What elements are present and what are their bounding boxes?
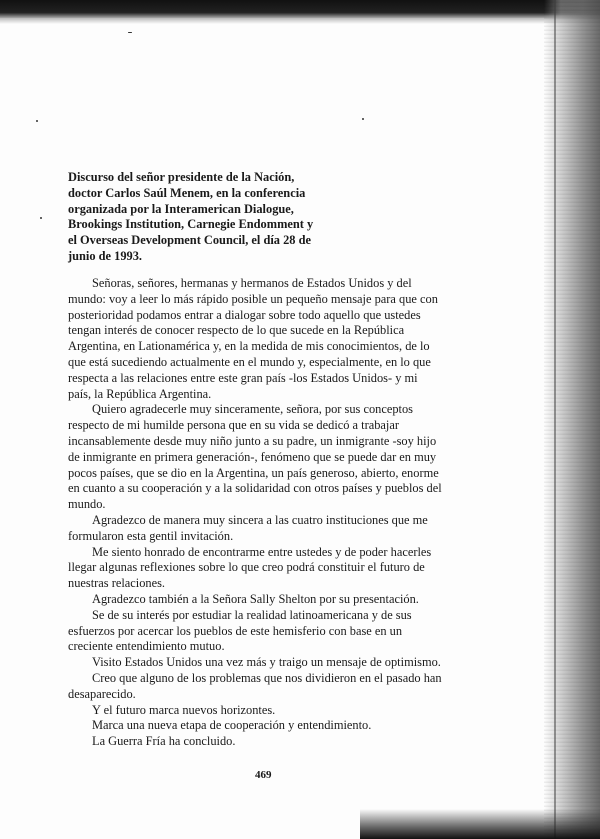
body-line: Se de su interés por estudiar la realidad latinoamericana y de sus: [92, 607, 412, 622]
speech-heading: [68, 170, 368, 265]
body-line: Agradezco también a la Señora Sally Shelton por su presentación.: [92, 591, 419, 606]
body-line: La Guerra Fría ha concluido.: [92, 734, 236, 749]
body-line: Creo que alguno de los problemas que nos dividieron en el pasado han: [92, 670, 442, 685]
heading-line: Discurso del señor presidente de la Nación,: [68, 170, 295, 184]
heading-line: junio de 1993.: [68, 248, 143, 263]
speech-body: [68, 276, 478, 750]
body-line: Agradezco de manera muy sincera a las cuatro instituciones que me: [92, 512, 428, 527]
body-line: respecta a las relaciones entre este gran país -los Estados Unidos- y mi: [68, 370, 418, 385]
heading-line: doctor Carlos Saúl Menem, en la conferencia: [68, 185, 306, 200]
speck: [362, 118, 364, 120]
heading-line: el Overseas Development Council, el día 28 de: [68, 233, 311, 248]
body-line: Visito Estados Unidos una vez más y traigo un mensaje de optimismo.: [92, 655, 441, 670]
scan-shadow-top-fade: [0, 18, 600, 24]
body-line: país, la República Argentina.: [68, 386, 212, 401]
body-line: pocos países, que se dio en la Argentina, un país generoso, abierto, enorme: [68, 465, 439, 480]
scan-shadow-right: [544, 0, 600, 839]
body-line: en cuanto a su cooperación y a la solidaridad con otros países y pueblos del: [68, 481, 442, 496]
body-line: desaparecido.: [68, 686, 136, 701]
body-line: Marca una nueva etapa de cooperación y entendimiento.: [92, 718, 372, 733]
body-line: Y el futuro marca nuevos horizontes.: [92, 702, 276, 717]
body-line: mundo.: [68, 497, 106, 512]
speck: [36, 120, 38, 122]
body-line: esfuerzos por acercar los pueblos de este hemisferio con base en un: [68, 623, 403, 638]
page-edge-right: [554, 0, 556, 839]
body-line: creciente entendimiento mutuo.: [68, 639, 225, 654]
body-line: formularon esta gentil invitación.: [68, 528, 234, 543]
body-line: posterioridad podamos entrar a dialogar sobre todo aquello que ustedes: [68, 307, 421, 322]
page-number: 469: [255, 769, 272, 781]
heading-line: organizada por la Interamerican Dialogue,: [68, 201, 294, 216]
speck: [128, 32, 132, 33]
body-line: incansablemente desde muy niño junto a su padre, un inmigrante -soy hijo: [68, 433, 437, 448]
body-line: Me siento honrado de encontrarme entre ustedes y de poder hacerles: [92, 544, 432, 559]
body-line: tengan interés de conocer respecto de lo que sucede en la República: [68, 323, 405, 338]
body-line: de inmigrante en primera generación-, fenómeno que se puede dar en muy: [68, 449, 437, 464]
body-line: que está sucediendo actualmente en el mundo y, especialmente, en lo que: [68, 354, 431, 369]
body-line: Señoras, señores, hermanas y hermanos de Estados Unidos y del: [92, 276, 412, 290]
scan-shadow-top: [0, 0, 600, 18]
speck: [40, 217, 42, 219]
scan-shadow-bottom: [360, 809, 600, 839]
body-line: Argentina, en Lationamérica y, en la medida de mis conocimientos, de lo: [68, 339, 430, 354]
heading-line: Brookings Institution, Carnegie Endomment y: [68, 217, 314, 232]
body-line: nuestras relaciones.: [68, 576, 166, 591]
body-line: llegar algunas reflexiones sobre lo que creo podrá constituir el futuro de: [68, 560, 425, 575]
body-line: respecto de mi humilde persona que en su vida se dedicó a trabajar: [68, 418, 399, 433]
body-line: mundo: voy a leer lo más rápido posible un pequeño mensaje para que con: [68, 291, 438, 306]
body-line: Quiero agradecerle muy sinceramente, señora, por sus conceptos: [92, 402, 413, 417]
